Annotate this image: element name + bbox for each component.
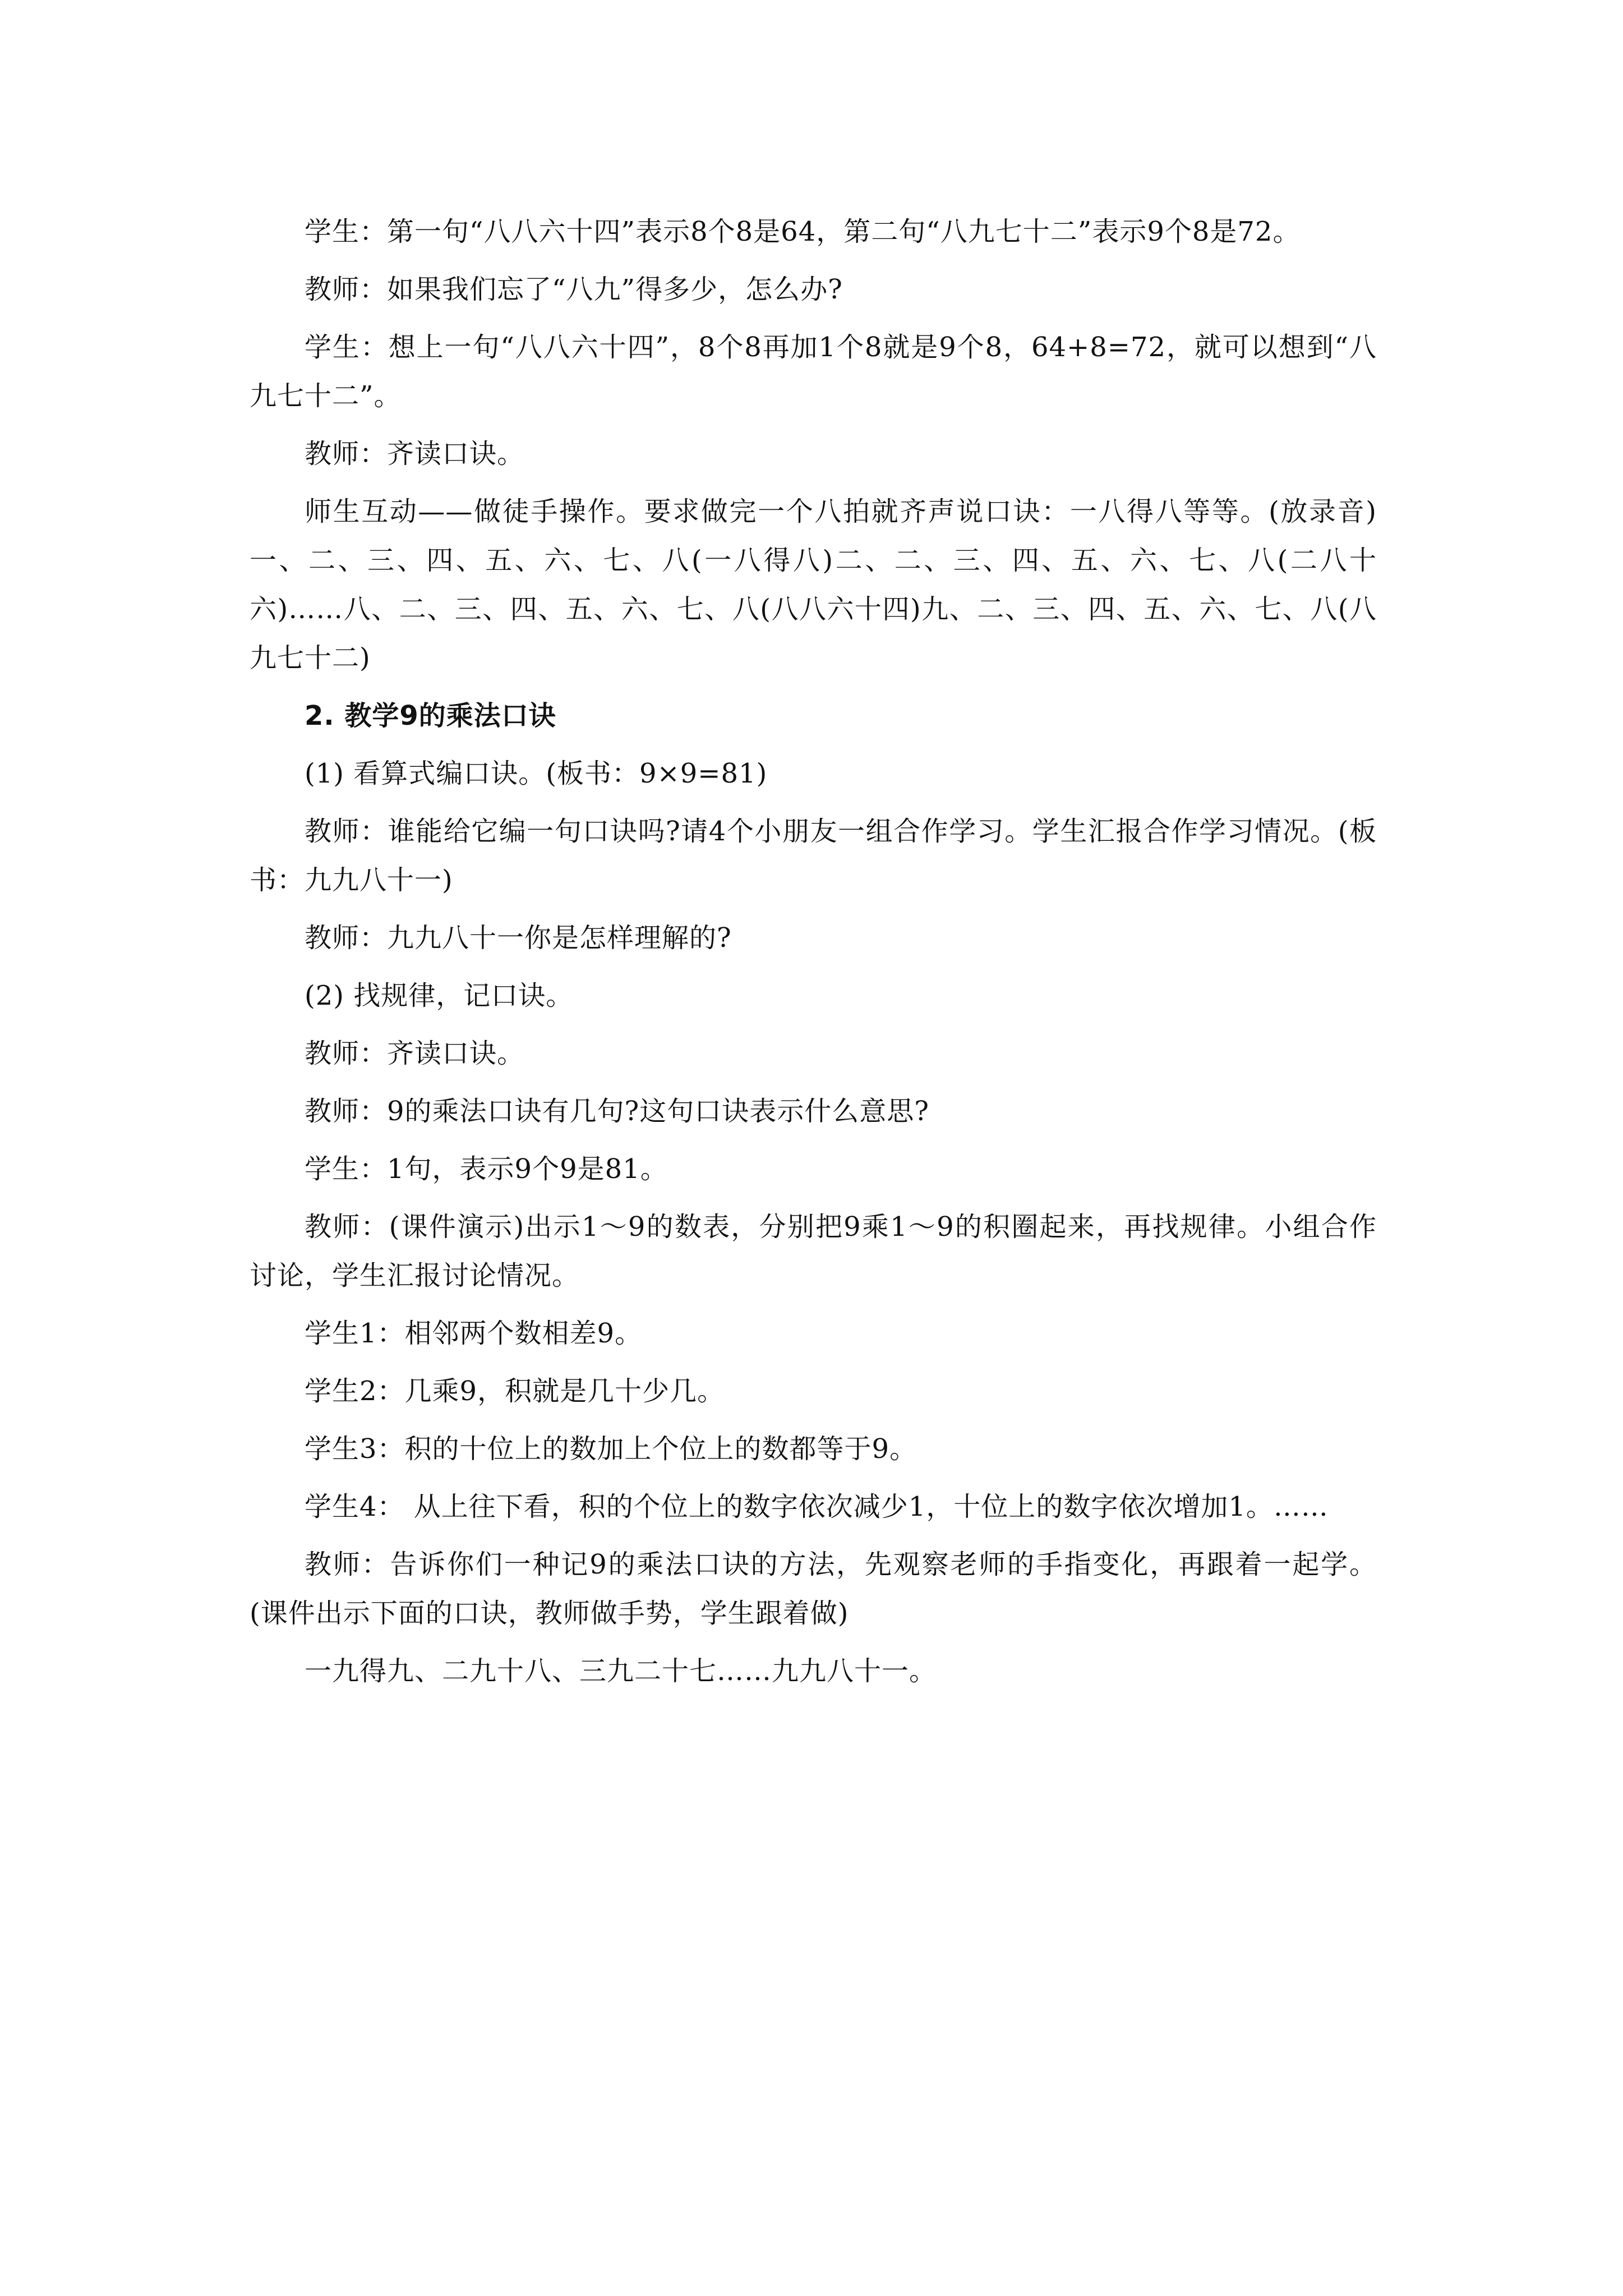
paragraph-teacher-read-1: 教师：齐读口诀。 [305, 438, 525, 470]
paragraph-student-3: 学生3：积的十位上的数加上个位上的数都等于9。 [305, 1433, 917, 1465]
paragraph-interaction: 师生互动——做徒手操作。要求做完一个八拍就齐声说口诀：一八得八等等。(放录音)一、二、三、四、五、六、七、八(一八得八)二、二、三、四、五、六、七、八(二八十六)……八、二、三、四、五、六、七、八(八八六十四)九、二、三、四、五、六、七、八(八九七十二) [250, 496, 1377, 674]
paragraph-teacher-group-work: 教师：谁能给它编一句口诀吗?请4个小朋友一组合作学习。学生汇报合作学习情况。(板书：九九八十一) [250, 816, 1377, 896]
paragraph-teacher-question-1: 教师：如果我们忘了“八九”得多少，怎么办? [305, 274, 843, 305]
document-body [250, 208, 1377, 1705]
paragraph-step-2: (2) 找规律，记口诀。 [305, 980, 574, 1011]
paragraph-student-1: 学生1：相邻两个数相差9。 [305, 1318, 643, 1349]
paragraph-rhyme: 一九得九、二九十八、三九二十七……九九八十一。 [305, 1655, 937, 1687]
paragraph-teacher-method: 教师：告诉你们一种记9的乘法口诀的方法，先观察老师的手指变化，再跟着一起学。(课件出示下面的口诀，教师做手势，学生跟着做) [250, 1549, 1377, 1629]
paragraph-student-4: 学生4： 从上往下看，积的个位上的数字依次减少1，十位上的数字依次增加1。…… [305, 1491, 1329, 1522]
paragraph-teacher-read-2: 教师：齐读口诀。 [305, 1038, 525, 1069]
paragraph-student-reply-1: 学生：第一句“八八六十四”表示8个8是64，第二句“八九七十二”表示9个8是72。 [305, 216, 1301, 247]
paragraph-teacher-question-2: 教师：九九八十一你是怎样理解的? [305, 922, 732, 954]
paragraph-step-1: (1) 看算式编口诀。(板书：9×9=81) [305, 758, 768, 789]
paragraph-teacher-question-3: 教师：9的乘法口诀有几句?这句口诀表示什么意思? [305, 1096, 930, 1127]
paragraph-teacher-demo: 教师：(课件演示)出示1～9的数表，分别把9乘1～9的积圈起来，再找规律。小组合作讨论，学生汇报讨论情况。 [250, 1211, 1377, 1291]
paragraph-student-reply-2: 学生：想上一句“八八六十四”，8个8再加1个8就是9个8，64+8=72，就可以想到“八九七十二”。 [250, 332, 1377, 412]
paragraph-student-2: 学生2：几乘9，积就是几十少几。 [305, 1375, 725, 1407]
section-heading: 2. 教学9的乘法口诀 [305, 700, 556, 731]
paragraph-student-reply-3: 学生：1句，表示9个9是81。 [305, 1153, 668, 1185]
